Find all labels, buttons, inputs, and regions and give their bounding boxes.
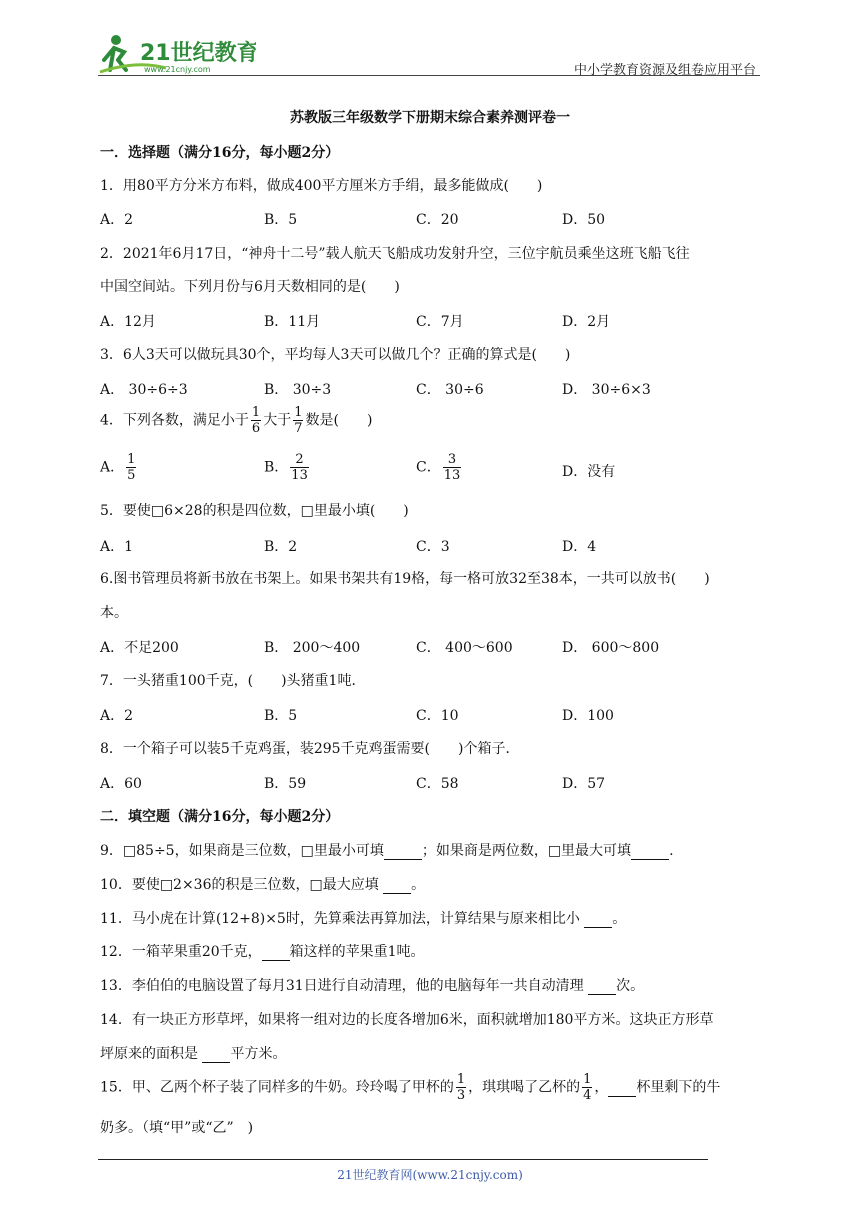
q1-option-c[interactable]: C．20	[416, 212, 459, 228]
fraction: $\frac{1}{6}$	[251, 405, 261, 436]
section-title-choice: 一．选择题（满分16分，每小题2分）	[100, 145, 340, 161]
fraction: $\frac{1}{7}$	[294, 405, 303, 436]
q7-option-b[interactable]: B．5	[264, 708, 298, 724]
logo-runner-icon	[96, 30, 256, 76]
fraction: $\frac{1}{3}$	[456, 1072, 466, 1103]
question-12: 12．一箱苹果重20千克， 箱这样的苹果重1吨。	[100, 944, 425, 960]
q5-option-c[interactable]: C．3	[416, 539, 450, 555]
q4-option-b[interactable]: B． $\frac{2}{13}$	[264, 452, 308, 483]
q4-option-d[interactable]: D．没有	[562, 464, 616, 480]
question-4	[100, 405, 372, 436]
section-title-fill: 二．填空题（满分16分，每小题2分）	[100, 809, 340, 825]
q2-option-b[interactable]: B．11月	[264, 314, 321, 330]
q6-option-a[interactable]: A．不足200	[100, 640, 179, 656]
question-3: 3．6人3天可以做玩具30个，平均每人3天可以做几个？正确的算式是( )	[100, 347, 571, 363]
q7-option-c[interactable]: C．10	[416, 708, 459, 724]
q2-option-d[interactable]: D．2月	[562, 314, 611, 330]
question-14-line2: 坪原来的面积是 平方米。	[100, 1046, 287, 1062]
q6-option-d[interactable]: D． 600～800	[562, 640, 660, 656]
logo	[96, 30, 256, 76]
q6-option-c[interactable]: C． 400～600	[416, 640, 513, 656]
q3-option-d[interactable]: D． 30÷6×3	[562, 382, 651, 398]
q8-option-c[interactable]: C．58	[416, 776, 459, 792]
question-1: 1．用80平方分米方布料，做成400平方厘米方手绢，最多能做成( )	[100, 178, 543, 194]
platform-name: 中小学教育资源及组卷应用平台	[573, 63, 756, 78]
answer-blank[interactable]	[584, 911, 612, 928]
question-11: 11．马小虎在计算(12+8)×5时，先算乘法再算加法，计算结果与原来相比小 。	[100, 911, 627, 927]
question-15-line2: 奶多。（填“甲”或“乙” )	[100, 1120, 254, 1136]
answer-blank[interactable]	[262, 944, 290, 961]
answer-blank[interactable]	[383, 877, 411, 894]
answer-blank[interactable]	[608, 1080, 636, 1097]
question-5: 5．要使□6×28的积是四位数，□里最小填( )	[100, 503, 409, 519]
question-7: 7．一头猪重100千克，( )头猪重1吨．	[100, 673, 366, 689]
question-15-line1: 15．甲、乙两个杯子装了同样多的牛奶。玲玲喝了甲杯的 $\frac{1}{3}$ ，琪琪喝了乙杯的 $\frac{1}{4}$ ， 杯里剩下的牛	[100, 1072, 721, 1103]
answer-blank[interactable]	[588, 978, 616, 995]
q3-option-a[interactable]: A． 30÷6÷3	[100, 382, 188, 398]
q3-option-b[interactable]: B． 30÷3	[264, 382, 332, 398]
fraction: $\frac{1}{4}$	[583, 1072, 592, 1103]
page-title: 苏教版三年级数学下册期末综合素养测评卷一	[290, 110, 570, 126]
header-divider	[98, 75, 760, 76]
question-6-line1: 6.图书管理员将新书放在书架上。如果书架共有19格，每一格可放32至38本，一共可以放书( )	[100, 571, 710, 587]
answer-blank[interactable]	[384, 843, 422, 860]
question-2-line2: 中国空间站。下列月份与6月天数相同的是( )	[100, 279, 400, 295]
question-10: 10．要使□2×36的积是三位数，□最大应填 。	[100, 877, 426, 893]
question-2-line1: 2．2021年6月17日，“神舟十二号”载人航天飞船成功发射升空，三位宇航员乘坐这班飞船飞往	[100, 246, 690, 262]
answer-blank[interactable]	[202, 1046, 230, 1063]
q2-option-a[interactable]: A．12月	[100, 314, 156, 330]
question-8: 8．一个箱子可以装5千克鸡蛋，装295千克鸡蛋需要( )个箱子．	[100, 741, 520, 757]
q4-option-a[interactable]: A． $\frac{1}{5}$	[100, 452, 136, 483]
question-14-line1: 14．有一块正方形草坪，如果将一组对边的长度各增加6米，面积就增加180平方米。这块正方形草	[100, 1012, 714, 1028]
footer-text[interactable]: 21世纪教育网(www.21cnjy.com)	[337, 1168, 523, 1182]
q1-option-a[interactable]: A．2	[100, 212, 134, 228]
q5-option-a[interactable]: A．1	[100, 539, 134, 555]
svg-text:www.21cnjy.com: www.21cnjy.com	[144, 65, 211, 74]
question-13: 13．李伯伯的电脑设置了每月31日进行自动清理，他的电脑每年一共自动清理 次。	[100, 978, 645, 994]
q4-text-pre: 4．下列各数，满足小于	[100, 412, 249, 429]
q8-option-b[interactable]: B．59	[264, 776, 307, 792]
q8-option-a[interactable]: A．60	[100, 776, 142, 792]
q5-option-d[interactable]: D．4	[562, 539, 597, 555]
footer-divider	[98, 1159, 708, 1160]
question-9: 9．□85÷5，如果商是三位数，□里最小可填 ；如果商是两位数，□里最大可填 .	[100, 843, 674, 859]
q3-option-c[interactable]: C． 30÷6	[416, 382, 484, 398]
q4-text-post: 数是( )	[305, 412, 373, 429]
q1-option-d[interactable]: D．50	[562, 212, 606, 228]
q2-option-c[interactable]: C．7月	[416, 314, 464, 330]
q7-option-a[interactable]: A．2	[100, 708, 134, 724]
q4-text-mid: 大于	[263, 412, 292, 429]
svg-text:21世纪教育: 21世纪教育	[140, 41, 256, 66]
q1-option-b[interactable]: B．5	[264, 212, 298, 228]
q6-option-b[interactable]: B． 200～400	[264, 640, 361, 656]
answer-blank[interactable]	[631, 843, 669, 860]
q4-option-c[interactable]: C． $\frac{3}{13}$	[416, 452, 461, 483]
question-6-line2: 本。	[100, 605, 128, 621]
q5-option-b[interactable]: B．2	[264, 539, 298, 555]
q7-option-d[interactable]: D．100	[562, 708, 614, 724]
q8-option-d[interactable]: D．57	[562, 776, 606, 792]
